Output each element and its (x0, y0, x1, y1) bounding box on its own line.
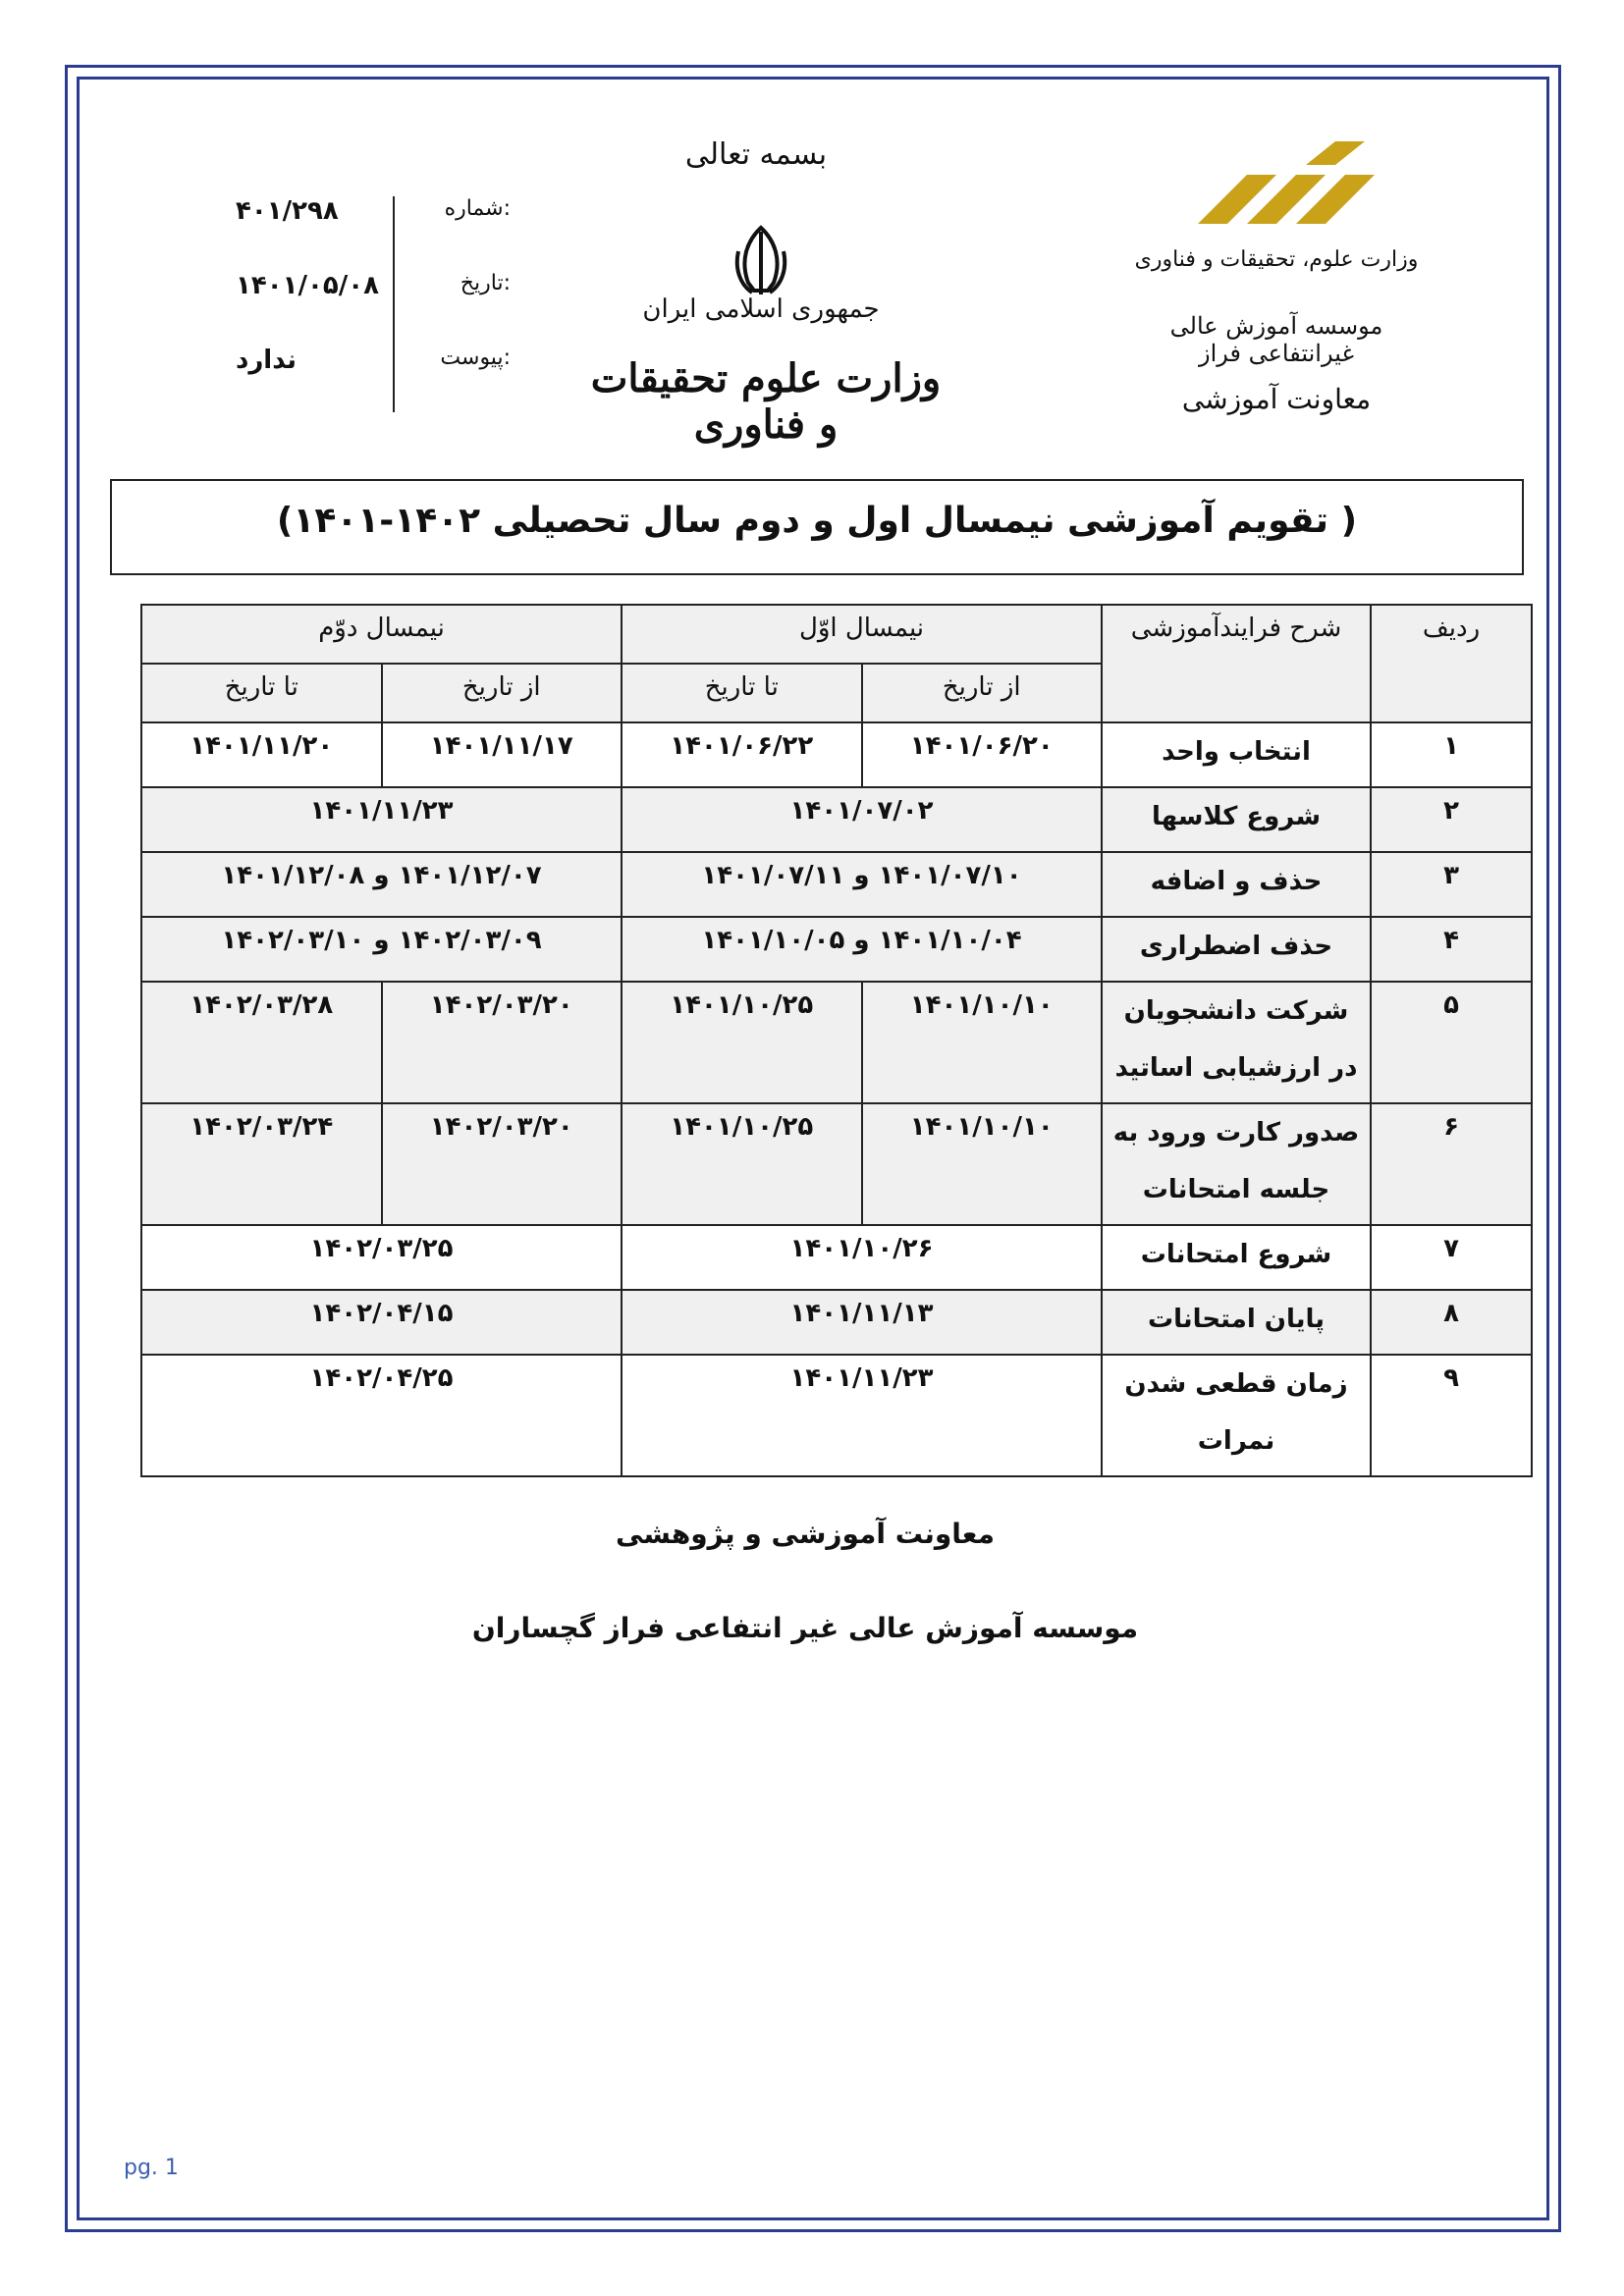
table-row (141, 787, 1532, 852)
table-row (141, 852, 1532, 917)
meta-attachment (236, 346, 511, 385)
row-description: انتخاب واحد (1102, 722, 1371, 787)
s1-from-date: ۱۴۰۱/۰۶/۲۰ (862, 722, 1102, 787)
header-s1-from: از تاریخ (862, 664, 1102, 722)
number-value: ۴۰۱/۲۹۸ (236, 196, 339, 226)
table-row (141, 722, 1532, 787)
s1-to-date: ۱۴۰۱/۰۶/۲۲ (622, 722, 862, 787)
row-description: زمان قطعی شدن نمرات (1102, 1355, 1371, 1476)
s1-from-date: ۱۴۰۱/۱۰/۱۰ (862, 1103, 1102, 1225)
bismillah-heading: بسمه تعالی (684, 137, 828, 172)
s2-to-date: ۱۴۰۲/۰۳/۲۴ (141, 1103, 382, 1225)
row-description: شرکت دانشجویان در ارزشیابی اساتید (1102, 982, 1371, 1103)
row-description: شروع کلاسها (1102, 787, 1371, 852)
s1-to-date: ۱۴۰۱/۱۰/۲۵ (622, 1103, 862, 1225)
s1-date: ۱۴۰۱/۰۷/۰۲ (622, 787, 1102, 852)
s1-to-date: ۱۴۰۱/۱۰/۲۵ (622, 982, 862, 1103)
row-number: ۶ (1371, 1103, 1532, 1225)
signature-department: معاونت آموزشی و پژوهشی (616, 1518, 995, 1550)
row-number: ۹ (1371, 1355, 1532, 1476)
header-s2-to: تا تاریخ (141, 664, 382, 722)
title-box (110, 479, 1524, 575)
table-row (141, 1290, 1532, 1355)
row-number: ۵ (1371, 982, 1532, 1103)
row-number: ۷ (1371, 1225, 1532, 1290)
ministry-name: وزارت علوم تحقیقات و فناوری (590, 355, 942, 448)
s1-date: ۱۴۰۱/۱۰/۲۶ (622, 1225, 1102, 1290)
row-number: ۴ (1371, 917, 1532, 982)
s1-date: ۱۴۰۱/۰۷/۱۰ و ۱۴۰۱/۰۷/۱۱ (622, 852, 1102, 917)
s2-date: ۱۴۰۲/۰۳/۰۹ و ۱۴۰۲/۰۳/۱۰ (141, 917, 622, 982)
s2-to-date: ۱۴۰۲/۰۳/۲۸ (141, 982, 382, 1103)
header-semester-2: نیمسال دوّم (141, 605, 622, 664)
row-number: ۳ (1371, 852, 1532, 917)
date-label: تاریخ: (460, 271, 511, 295)
row-description: حذف و اضافه (1102, 852, 1371, 917)
signature-institute: موسسه آموزش عالی غیر انتفاعی فراز گچساران (471, 1612, 1139, 1644)
academic-calendar-table (140, 604, 1533, 1477)
attachment-value: ندارد (236, 346, 298, 375)
date-value: ۱۴۰۱/۰۵/۰۸ (236, 271, 379, 300)
table-row (141, 1225, 1532, 1290)
row-description: پایان امتحانات (1102, 1290, 1371, 1355)
header-row-number: ردیف (1371, 605, 1532, 722)
letter-meta (236, 196, 530, 412)
row-number: ۱ (1371, 722, 1532, 787)
table-header-row (141, 605, 1532, 664)
table-row (141, 1103, 1532, 1225)
s2-date: ۱۴۰۱/۱۱/۲۳ (141, 787, 622, 852)
s2-date: ۱۴۰۱/۱۲/۰۷ و ۱۴۰۱/۱۲/۰۸ (141, 852, 622, 917)
header-semester-1: نیمسال اوّل (622, 605, 1102, 664)
table-row (141, 982, 1532, 1103)
header-s1-to: تا تاریخ (622, 664, 862, 722)
row-number: ۸ (1371, 1290, 1532, 1355)
institute-name: موسسه آموزش عالی غیرانتفاعی فراز (1169, 312, 1383, 367)
row-description: شروع امتحانات (1102, 1225, 1371, 1290)
s2-to-date: ۱۴۰۱/۱۱/۲۰ (141, 722, 382, 787)
s1-date: ۱۴۰۱/۱۱/۱۳ (622, 1290, 1102, 1355)
institute-department: معاونت آموزشی (1181, 383, 1372, 415)
s1-date: ۱۴۰۱/۱۱/۲۳ (622, 1355, 1102, 1476)
meta-date (236, 271, 511, 310)
row-number: ۲ (1371, 787, 1532, 852)
s2-date: ۱۴۰۲/۰۴/۱۵ (141, 1290, 622, 1355)
s2-from-date: ۱۴۰۱/۱۱/۱۷ (382, 722, 622, 787)
row-description: حذف اضطراری (1102, 917, 1371, 982)
s2-from-date: ۱۴۰۲/۰۳/۲۰ (382, 982, 622, 1103)
number-label: شماره: (444, 196, 511, 221)
iran-emblem-icon (727, 222, 795, 300)
page-title: ( تقویم آموزشی نیمسال اول و دوم سال تحصیلی ۱۴۰۲-۱۴۰۱) (276, 501, 1358, 541)
gov-name: جمهوری اسلامی ایران (642, 294, 880, 324)
faraz-logo-icon (1188, 135, 1384, 234)
row-description: صدور کارت ورود به جلسه امتحانات (1102, 1103, 1371, 1225)
s2-from-date: ۱۴۰۲/۰۳/۲۰ (382, 1103, 622, 1225)
s2-date: ۱۴۰۲/۰۳/۲۵ (141, 1225, 622, 1290)
s2-date: ۱۴۰۲/۰۴/۲۵ (141, 1355, 622, 1476)
table-row (141, 1355, 1532, 1476)
s1-from-date: ۱۴۰۱/۱۰/۱۰ (862, 982, 1102, 1103)
header-s2-from: از تاریخ (382, 664, 622, 722)
attachment-label: پیوست: (440, 346, 511, 370)
page-number: pg. 1 (124, 2156, 179, 2180)
header-description: شرح فرایندآموزشی (1102, 605, 1371, 722)
s1-date: ۱۴۰۱/۱۰/۰۴ و ۱۴۰۱/۱۰/۰۵ (622, 917, 1102, 982)
institute-ministry-line: وزارت علوم، تحقیقات و فناوری (1134, 247, 1419, 272)
meta-number (236, 196, 511, 236)
table-row (141, 917, 1532, 982)
